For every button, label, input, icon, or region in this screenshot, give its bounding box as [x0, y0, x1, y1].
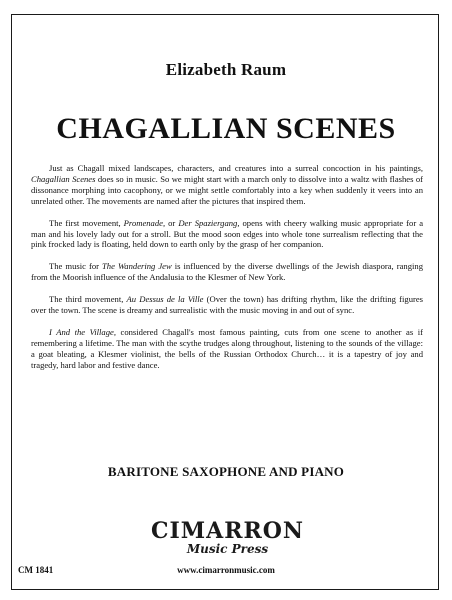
paragraph-text: Just as Chagall mixed landscapes, characters, and creatures into a surreal concoction in his paintings, [49, 163, 423, 173]
catalog-number: CM 1841 [18, 565, 54, 575]
publisher-website: www.cimarronmusic.com [177, 565, 275, 575]
paragraph-text: (Over the town) has drifting rhythm, like the drifting figures over the town. The scene is dreamy and surrealistic with the music moving in and out of sync. [31, 294, 424, 316]
program-note-paragraph [31, 261, 423, 283]
italic-title-text: The Wandering Jew [102, 261, 172, 272]
program-notes [31, 163, 423, 371]
publisher-subtitle: Music Press [186, 542, 269, 556]
program-note-paragraph [31, 163, 423, 207]
program-note-paragraph [31, 327, 423, 371]
italic-title-text: Chagallian Scenes [31, 173, 96, 184]
paragraph-text: opens with cheery walking music appropriate for a man and his lovely lady out for a stroll. But the mood soon edges into whole tone surrealism reflecting that the pink frocked lady is floating, held down to earth only by the grasp of her companion. [31, 217, 424, 250]
composer-name: Elizabeth Raum [165, 60, 287, 79]
publisher-name: CIMARRON [150, 518, 305, 544]
program-note-paragraph [31, 294, 423, 316]
program-note-paragraph [31, 218, 423, 251]
paragraph-text: considered Chagall's most famous painting, cuts from one scene to another as if remembering a lifetime. The man with the scythe trudges along throughout, listening to the sounds of the village: a goat bleating, a Klesmer violinist, the bells of the Russian Orthodox Church… it is a tapestry of joy and tragedy, hard labor and festive dance. [31, 326, 423, 370]
publisher-logo [150, 520, 305, 556]
paragraph-text: does so in music. So we might start with a march only to dissolve into a waltz with flashes of dissonance morphing into cacophony, or we might settle comfortably into a key when suddenly it veers into an unrelated other. The movements are named after the pictures that inspired them. [31, 173, 423, 206]
paragraph-text: or [165, 217, 179, 228]
paragraph-text: The music for [49, 261, 103, 272]
piece-title: CHAGALLIAN SCENES [56, 112, 396, 145]
italic-title-text: Der Spaziergang, [178, 217, 240, 228]
paragraph-text: The third movement, [49, 294, 127, 305]
paragraph-text: is influenced by the diverse dwellings of the Jewish diaspora, ranging from the Moorish influence of the Andalusia to the Klesmer of New York. [31, 261, 423, 283]
italic-title-text: Au Dessus de la Ville [126, 294, 204, 305]
paragraph-text: The first movement, [49, 217, 124, 228]
italic-title-text: I And the Village, [49, 326, 116, 337]
italic-title-text: Promenade, [123, 217, 166, 228]
instrumentation: BARITONE SAXOPHONE AND PIANO [107, 464, 345, 479]
